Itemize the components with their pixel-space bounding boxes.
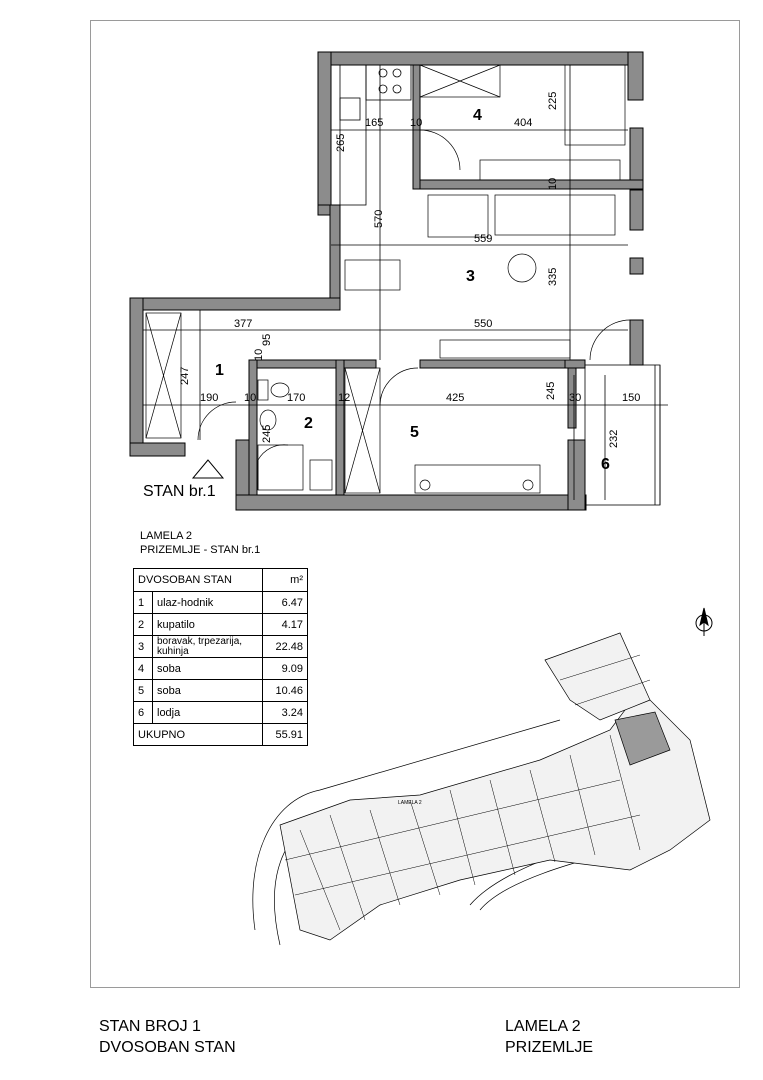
table-header: DVOSOBAN STAN [134, 569, 263, 592]
room-number-6: 6 [601, 456, 610, 473]
north-arrow-icon [696, 608, 712, 636]
loggia [585, 365, 660, 505]
svg-text:404: 404 [514, 117, 533, 129]
svg-text:10: 10 [253, 348, 265, 361]
total-value: 55.91 [263, 724, 308, 746]
footer-left [99, 1016, 236, 1058]
area-table [133, 568, 308, 746]
room-number-4: 4 [473, 107, 482, 124]
legend-line-2: PRIZEMLJE - STAN br.1 [140, 544, 261, 556]
table-row: 2 kupatilo 4.17 [134, 614, 308, 636]
site-plan [253, 633, 710, 945]
svg-text:550: 550 [474, 318, 493, 330]
svg-text:10: 10 [244, 392, 257, 404]
legend-block [140, 529, 260, 557]
footer-right [505, 1016, 593, 1058]
footer-apartment-number: STAN BROJ 1 [99, 1018, 201, 1035]
dimension-lines [143, 65, 668, 500]
svg-text:232: 232 [608, 429, 620, 448]
footer-lamela: LAMELA 2 [505, 1018, 581, 1035]
room-number-1: 1 [215, 362, 224, 379]
room-number-3: 3 [466, 268, 475, 285]
svg-text:225: 225 [547, 91, 559, 110]
entrance-label: STAN br.1 [143, 483, 216, 500]
site-lamela-label: LAMELA 2 [398, 800, 422, 806]
svg-text:12: 12 [338, 392, 351, 404]
svg-text:190: 190 [200, 392, 219, 404]
room-number-5: 5 [410, 424, 419, 441]
svg-text:150: 150 [622, 392, 641, 404]
svg-text:247: 247 [179, 366, 191, 385]
walls [130, 52, 643, 510]
table-row: 6 lodja 3.24 [134, 702, 308, 724]
living-furniture [345, 195, 630, 360]
svg-text:245: 245 [261, 424, 273, 443]
svg-text:95: 95 [261, 333, 273, 346]
svg-text:245: 245 [545, 381, 557, 400]
svg-text:265: 265 [335, 133, 347, 152]
svg-text:570: 570 [373, 209, 385, 228]
svg-text:377: 377 [234, 318, 253, 330]
svg-text:165: 165 [365, 117, 384, 129]
table-total-row [134, 724, 308, 746]
svg-text:335: 335 [547, 267, 559, 286]
svg-text:559: 559 [474, 233, 493, 245]
table-row-name: boravak, trpezarija, [157, 635, 243, 647]
total-label: UKUPNO [134, 724, 263, 746]
svg-text:10: 10 [410, 117, 423, 129]
svg-text:30: 30 [569, 392, 582, 404]
svg-text:170: 170 [287, 392, 306, 404]
table-unit: m² [263, 569, 308, 592]
table-row: 3 boravak, trpezarija, kuhinja 22.48 [134, 636, 308, 658]
table-row: 4 soba 9.09 [134, 658, 308, 680]
table-row: 5 soba 10.46 [134, 680, 308, 702]
room-number-2: 2 [304, 415, 313, 432]
table-row: 1 ulaz-hodnik 6.47 [134, 592, 308, 614]
footer-apartment-type: DVOSOBAN STAN [99, 1039, 236, 1056]
table-header-row [134, 569, 308, 592]
room5-furniture [345, 368, 540, 493]
footer-floor: PRIZEMLJE [505, 1039, 594, 1056]
svg-text:10: 10 [547, 177, 559, 190]
entrance-marker [193, 460, 223, 478]
table-row-name-2: kuhinja [157, 645, 189, 657]
legend-line-1: LAMELA 2 [140, 530, 192, 542]
svg-text:425: 425 [446, 392, 465, 404]
